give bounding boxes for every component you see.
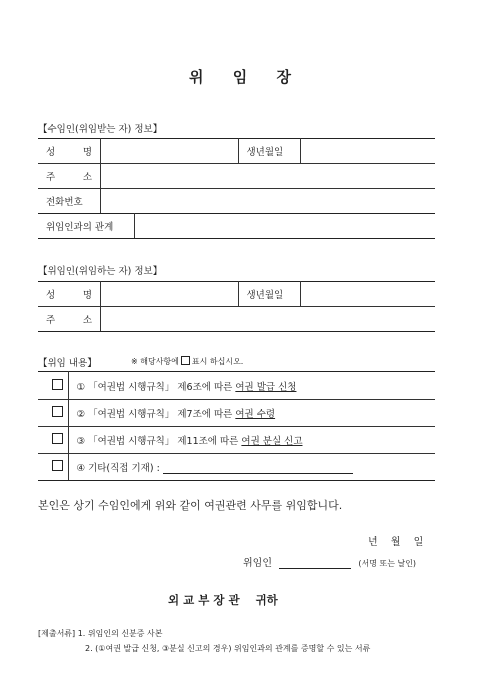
item-1-text: ① 「여권법 시행규칙」 제6조에 따른 여권 발급 신청 <box>68 372 435 400</box>
delegate-address-label: 주 소 <box>38 164 100 189</box>
attachments-label: [제출서류] <box>38 629 76 638</box>
item-2-text: ② 「여권법 시행규칙」 제7조에 따른 여권 수령 <box>68 400 435 427</box>
delegate-name-field[interactable] <box>100 139 238 164</box>
delegate-info-table <box>38 138 435 214</box>
signer-label: 위임인 <box>243 558 272 569</box>
item-3-checkbox[interactable] <box>52 433 63 444</box>
delegate-phone-field[interactable] <box>100 189 435 214</box>
checkbox-sample-icon <box>181 356 190 365</box>
delegation-items-table <box>38 371 435 481</box>
item-4-text: ④ 기타(직접 기재) : <box>68 454 435 481</box>
delegate-address-field[interactable] <box>100 164 435 189</box>
delegator-info-table <box>38 281 435 332</box>
attachment-item-1: 1. 위임인의 신분증 사본 <box>77 629 163 638</box>
delegate-birth-field[interactable] <box>300 139 435 164</box>
delegator-birth-label: 생년월일 <box>238 282 300 307</box>
delegator-birth-field[interactable] <box>300 282 435 307</box>
item-2-check-cell <box>38 400 68 427</box>
date-line: 년 월 일 <box>368 537 424 548</box>
addressee-name: 외 교 부 장 관 <box>168 593 240 607</box>
delegate-name-label: 성 명 <box>38 139 100 164</box>
item-1-check-cell <box>38 372 68 400</box>
content-instruction-note: ※ 해당사항에 표시 하십시오. <box>131 357 244 366</box>
delegator-address-field[interactable] <box>100 307 435 332</box>
signer-name-field[interactable] <box>279 558 351 569</box>
item-4-checkbox[interactable] <box>52 460 63 471</box>
other-detail-field[interactable] <box>163 463 353 474</box>
signer-line <box>243 554 416 569</box>
delegate-relation-table <box>38 213 435 239</box>
delegate-birth-label: 생년월일 <box>238 139 300 164</box>
delegate-section-heading: 【수임인(위임받는 자) 정보】 <box>38 124 163 135</box>
delegator-name-field[interactable] <box>100 282 238 307</box>
item-2-checkbox[interactable] <box>52 406 63 417</box>
delegator-address-label: 주 소 <box>38 307 100 332</box>
item-4-check-cell <box>38 454 68 481</box>
document-title: 위 임 장 <box>189 68 303 86</box>
delegation-statement: 본인은 상기 수임인에게 위와 같이 여권관련 사무를 위임합니다. <box>38 499 343 512</box>
item-1-checkbox[interactable] <box>52 379 63 390</box>
attachments-line-1 <box>38 628 163 639</box>
item-3-text: ③ 「여권법 시행규칙」 제11조에 따른 여권 분실 신고 <box>68 427 435 454</box>
item-3-check-cell <box>38 427 68 454</box>
delegate-relation-label: 위임인과의 관계 <box>38 214 134 239</box>
content-section-heading: 【위임 내용】 <box>38 358 97 369</box>
delegate-relation-field[interactable] <box>134 214 435 239</box>
signer-note: (서명 또는 날인) <box>358 559 417 568</box>
delegator-name-label: 성 명 <box>38 282 100 307</box>
delegator-section-heading: 【위임인(위임하는 자) 정보】 <box>38 266 163 277</box>
delegate-phone-label: 전화번호 <box>38 189 100 214</box>
attachment-item-2: 2. (①여권 발급 신청, ③분실 신고의 경우) 위임인과의 관계를 증명할 수 있는 서류 <box>85 644 371 653</box>
addressee-line <box>168 592 278 608</box>
addressee-suffix: 귀하 <box>255 593 278 607</box>
